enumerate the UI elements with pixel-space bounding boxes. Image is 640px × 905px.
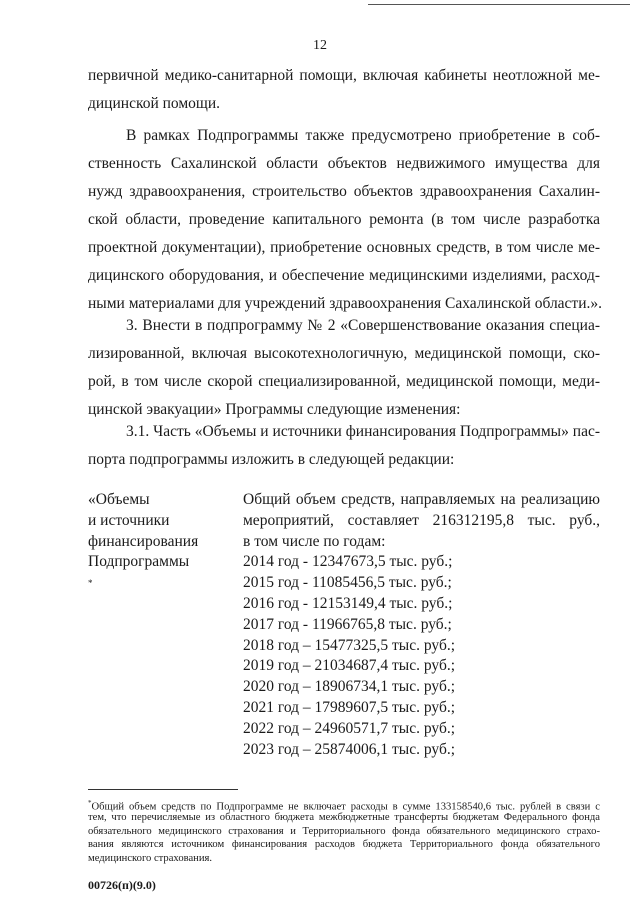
- footnote-divider: [88, 789, 238, 790]
- paragraph-3: [88, 312, 600, 424]
- text-line: цинской эвакуации» Программы следующие изменения:: [88, 401, 461, 418]
- text-line: ской области, проведение капитального ремонта (в том числе разработка: [88, 211, 600, 228]
- funding-year-row: 2017 год - 11966765,8 тыс. руб.;: [243, 615, 452, 633]
- funding-label-line: и источники: [88, 511, 170, 529]
- funding-year-row: 2019 год – 21034687,4 тыс. руб.;: [243, 657, 456, 675]
- funding-year-row: 2015 год - 11085456,5 тыс. руб.;: [243, 574, 452, 592]
- funding-label-line: Подпрограммы *: [88, 553, 190, 589]
- top-rule: [368, 4, 630, 5]
- text-line: дицинского оборудования, и обеспечение медицинскими изделиями, расход-: [88, 267, 600, 284]
- footnote-line: тем, что перечисляемые из областного бюджета межбюджетные трансферты бюджетам Федерального фонда: [88, 811, 600, 823]
- funding-label: [88, 490, 228, 599]
- page-number: 12: [313, 38, 327, 53]
- funding-label-line: «Объемы: [88, 491, 150, 508]
- document-code: 00726(п)(9.0): [88, 878, 156, 892]
- text-line: проектной документации), приобретение основных средств, в том числе ме-: [88, 239, 600, 256]
- footnote: [88, 797, 600, 866]
- funding-year-row: 2023 год – 25874006,1 тыс. руб.;: [243, 740, 456, 758]
- funding-value: [243, 490, 600, 760]
- funding-year-row: 2021 год – 17989607,5 тыс. руб.;: [243, 698, 456, 716]
- footnote-marker: *: [88, 799, 92, 807]
- footnote-marker: *: [88, 578, 93, 589]
- paragraph-1: [88, 62, 600, 118]
- text-line: 3. Внести в подпрограмму № 2 «Совершенствование оказания специа-: [126, 317, 600, 334]
- paragraph-2: [88, 122, 603, 318]
- funding-intro-line: в том числе по годам:: [243, 532, 386, 550]
- footnote-line: вания являются источником финансирования расходов бюджета Территориального фонда обязательного: [88, 839, 600, 851]
- funding-year-row: 2016 год - 12153149,4 тыс. руб.;: [243, 594, 453, 612]
- text-line: 3.1. Часть «Объемы и источники финансирования Подпрограммы» пас-: [126, 423, 600, 440]
- text-line: ными материалами для учреждений здравоохранения Сахалинской области.».: [88, 295, 603, 312]
- funding-intro-line: мероприятий, составляет 216312195,8 тыс. руб.,: [243, 511, 600, 529]
- footnote-line: обязательного медицинского страхования и Территориального фонда обязательного медицинского страхо-: [88, 825, 600, 837]
- text-line: нужд здравоохранения, строительство объектов здравоохранения Сахалин-: [88, 183, 600, 200]
- footnote-line: *Общий объем средств по Подпрограмме не включает расходы в сумме 133158540,6 тыс. рублей в связи с: [88, 799, 600, 813]
- text-line: порта подпрограммы изложить в следующей редакции:: [88, 451, 455, 468]
- text-line: лизированной, включая высокотехнологичную, медицинской помощи, ско-: [88, 345, 600, 362]
- funding-label-line: финансирования: [88, 532, 199, 550]
- paragraph-4: [88, 418, 600, 474]
- funding-year-row: 2022 год – 24960571,7 тыс. руб.;: [243, 719, 456, 737]
- text-line: ственность Сахалинской области объектов недвижимого имущества для: [88, 155, 600, 172]
- text-line: дицинской помощи.: [88, 95, 221, 112]
- funding-year-row: 2020 год – 18906734,1 тыс. руб.;: [243, 678, 456, 696]
- funding-year-row: 2014 год - 12347673,5 тыс. руб.;: [243, 553, 453, 571]
- text-line: первичной медико-санитарной помощи, включая кабинеты неотложной ме-: [88, 67, 600, 84]
- text-line: В рамках Подпрограммы также предусмотрено приобретение в соб-: [126, 127, 600, 144]
- text-line: рой, в том числе скорой специализированной, медицинской помощи, меди-: [88, 373, 600, 390]
- funding-year-row: 2018 год – 15477325,5 тыс. руб.;: [243, 636, 456, 654]
- footnote-line: медицинского страхования.: [88, 853, 213, 865]
- funding-intro-line: Общий объем средств, направляемых на реализацию: [243, 491, 600, 508]
